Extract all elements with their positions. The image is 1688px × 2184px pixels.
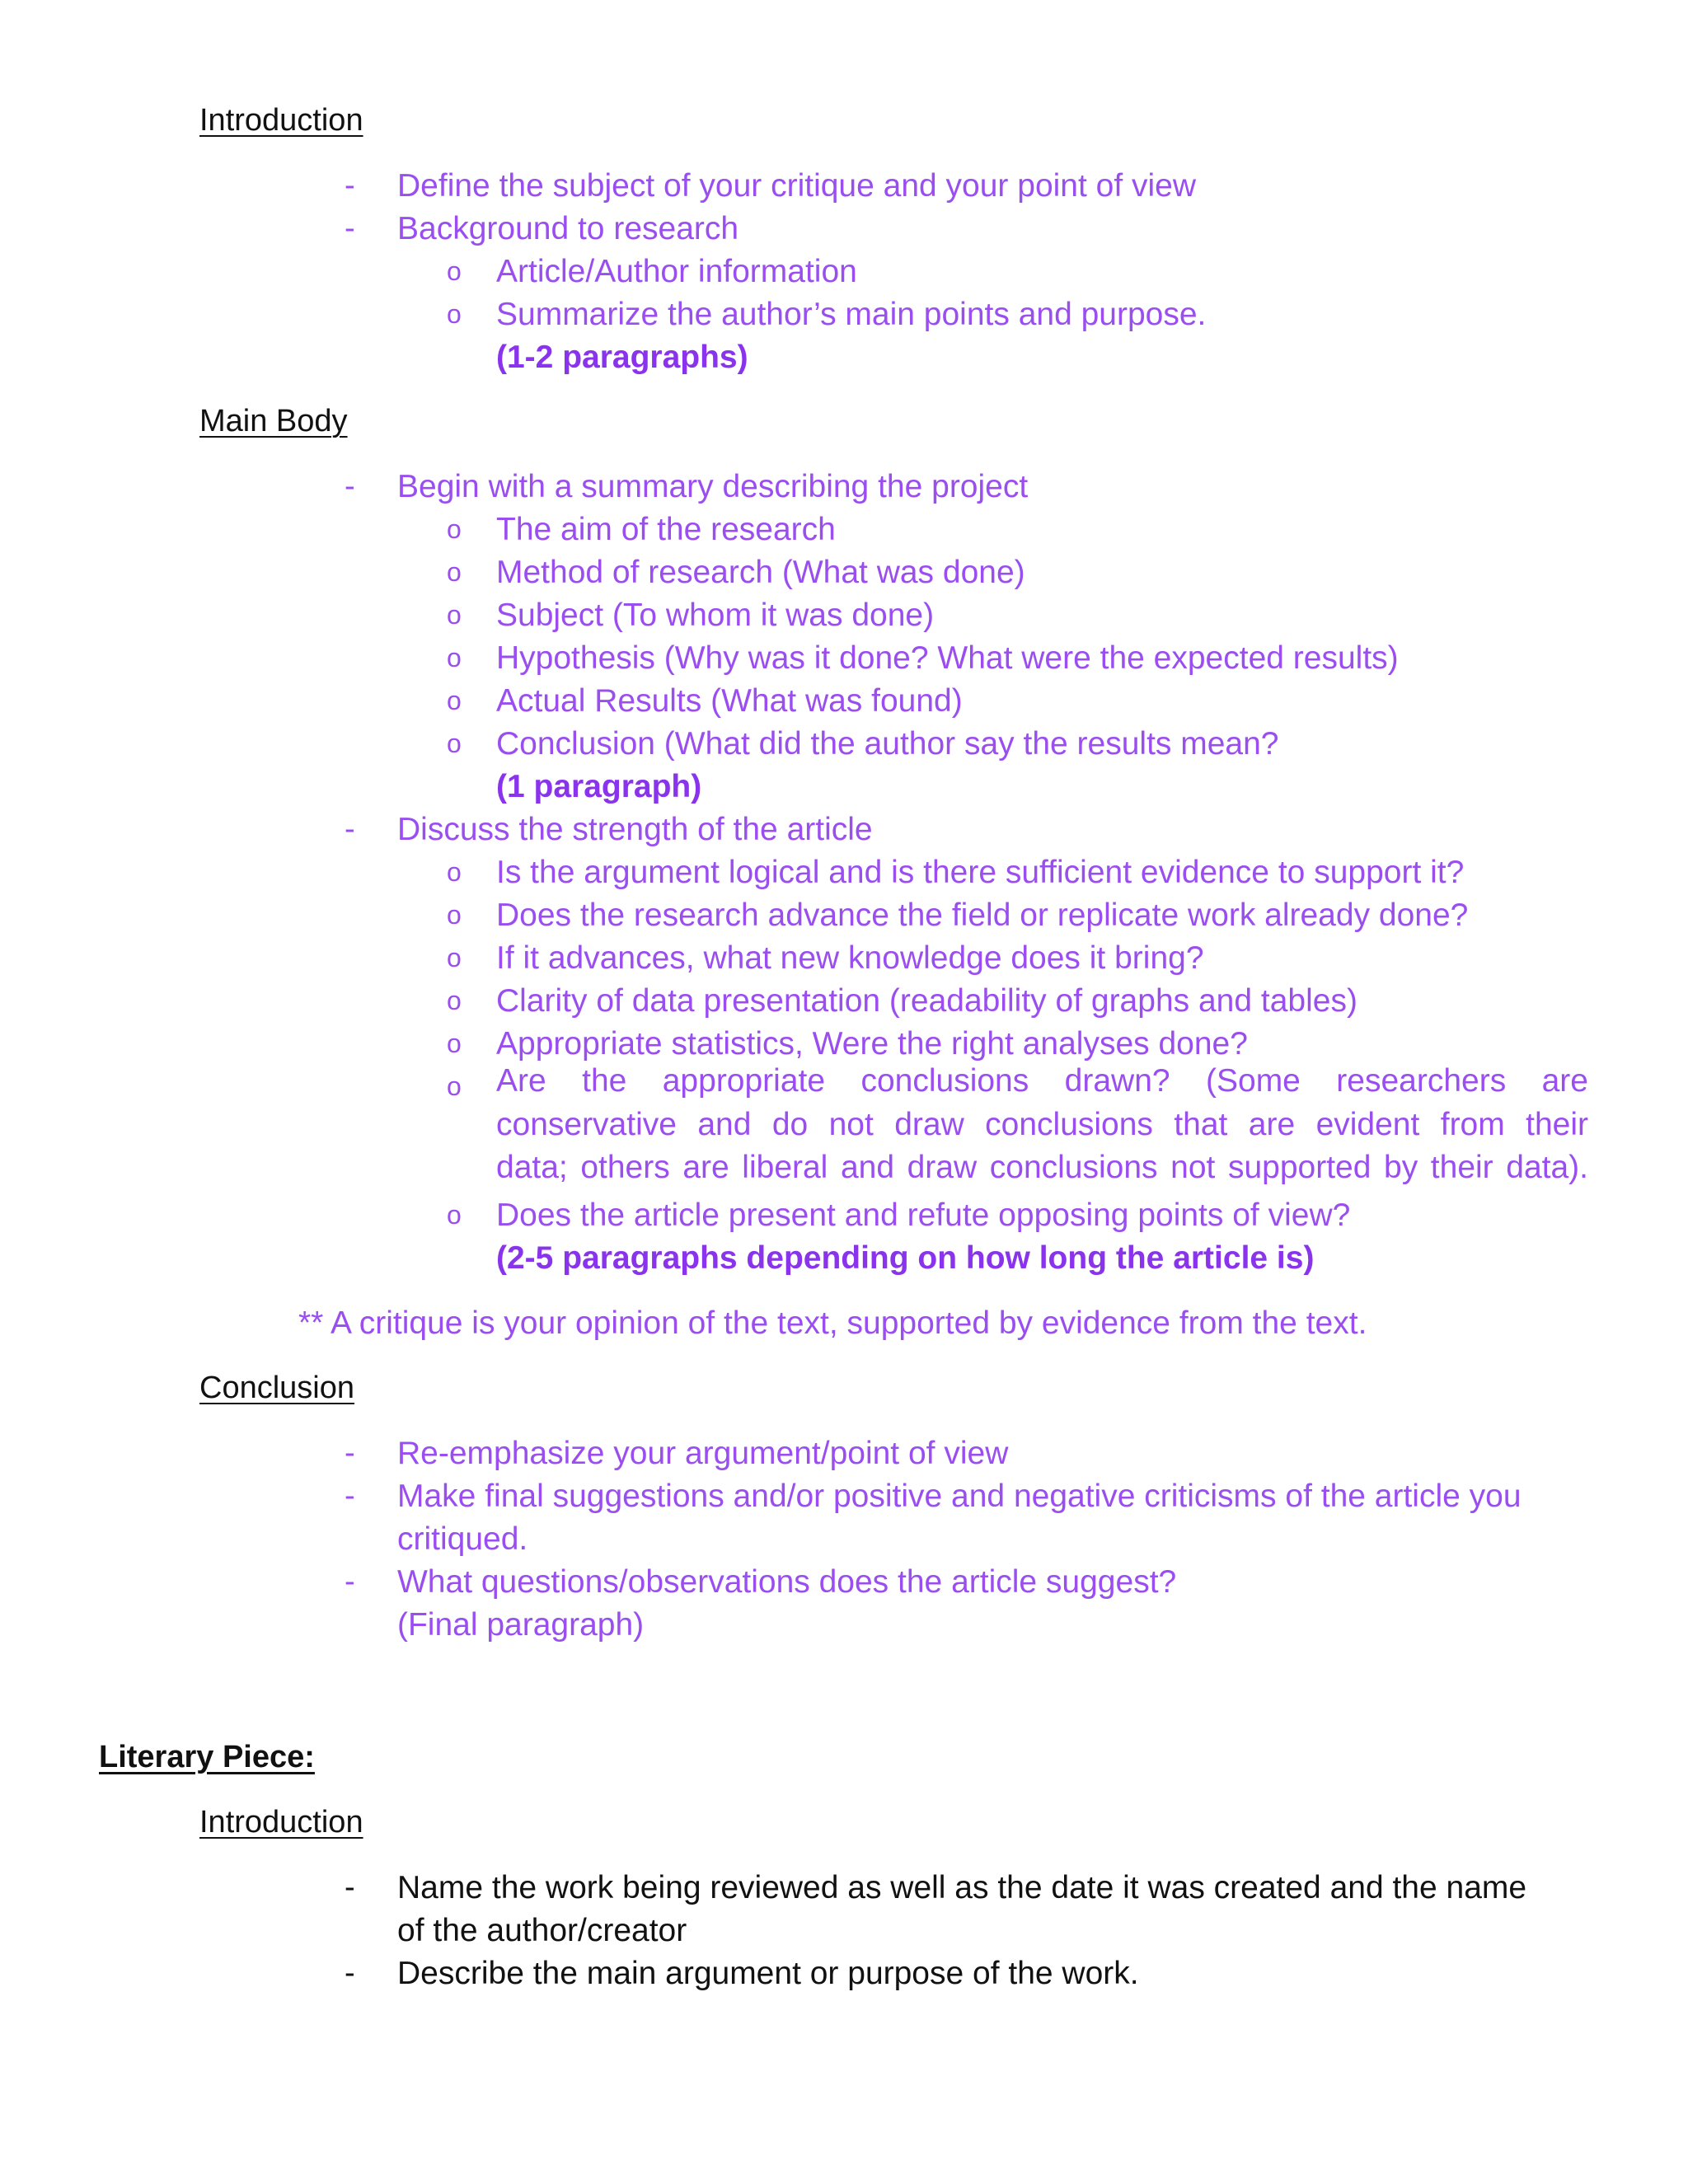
heading-introduction: Introduction [199,103,363,138]
bullet-marker: o [447,857,462,887]
sub-list-item: Does the article present and refute opposing points of view? [496,1197,1351,1233]
sub-list-item: Summarize the author’s main points and purpose. [496,297,1207,332]
paragraph-count-note: (1 paragraph) [496,769,702,804]
sub-list-item: Clarity of data presentation (readability of graphs and tables) [496,983,1357,1019]
list-item: Discuss the strength of the article [397,812,873,847]
section-title-literary-piece: Literary Piece: [99,1740,315,1774]
bullet-marker: o [447,299,462,329]
sub-list-item: If it advances, what new knowledge does it bring? [496,940,1204,976]
bullet-marker: o [447,729,462,758]
dash-marker: - [345,1870,355,1905]
paragraph-count-note: (1-2 paragraphs) [496,340,748,375]
heading-main-body: Main Body [199,404,348,438]
dash-marker: - [345,168,355,203]
dash-marker: - [345,1564,355,1599]
bullet-marker: o [447,256,462,286]
paragraph-count-note: (2-5 paragraphs depending on how long the article is) [496,1240,1315,1276]
critique-note: ** A critique is your opinion of the text, supported by evidence from the text. [298,1305,1367,1341]
list-item: What questions/observations does the article suggest? [397,1564,1177,1600]
dash-marker: - [345,469,355,504]
dash-marker: - [345,1956,355,1990]
bullet-marker: o [447,514,462,544]
heading-introduction: Introduction [199,1805,363,1840]
list-item-continuation: (Final paragraph) [397,1607,645,1643]
justified-line: conservative and do not draw conclusions that are evident from their [496,1106,1588,1142]
sub-list-item: Is the argument logical and is there sufficient evidence to support it? [496,855,1465,890]
sub-list-item: Method of research (What was done) [496,555,1025,590]
sub-list-item: Appropriate statistics, Were the right analyses done? [496,1026,1248,1062]
list-item: Define the subject of your critique and your point of view [397,168,1197,204]
justified-line: data; others are liberal and draw conclusions not supported by their data). [496,1150,1588,1185]
bullet-marker: o [447,686,462,715]
dash-marker: - [345,1479,355,1513]
bullet-marker: o [447,557,462,587]
sub-list-item: Subject (To whom it was done) [496,598,935,633]
list-item: Make final suggestions and/or positive and negative criticisms of the article you [397,1479,1522,1514]
bullet-marker: o [447,600,462,630]
sub-list-item-justified [496,1060,1588,1190]
sub-list-item: Article/Author information [496,254,857,289]
dash-marker: - [345,211,355,246]
justified-line: Are the appropriate conclusions drawn? (Some researchers are [496,1063,1588,1099]
dash-marker: - [345,1436,355,1470]
bullet-marker: o [447,1200,462,1230]
sub-list-item: Conclusion (What did the author say the results mean? [496,726,1279,762]
heading-conclusion: Conclusion [199,1371,354,1405]
bullet-marker: o [447,1071,462,1101]
list-item: Background to research [397,211,739,246]
dash-marker: - [345,812,355,846]
sub-list-item: Hypothesis (Why was it done? What were the expected results) [496,640,1399,676]
sub-list-item: The aim of the research [496,512,836,547]
bullet-marker: o [447,943,462,972]
bullet-marker: o [447,986,462,1015]
bullet-marker: o [447,1029,462,1058]
sub-list-item: Does the research advance the field or replicate work already done? [496,898,1469,933]
list-item: Name the work being reviewed as well as the date it was created and the name [397,1870,1527,1905]
list-item: Re-emphasize your argument/point of view [397,1436,1009,1471]
list-item-continuation: of the author/creator [397,1913,687,1948]
list-item: Begin with a summary describing the project [397,469,1029,504]
bullet-marker: o [447,643,462,673]
sub-list-item: Actual Results (What was found) [496,683,963,719]
list-item-continuation: critiqued. [397,1521,528,1557]
bullet-marker: o [447,900,462,930]
list-item: Describe the main argument or purpose of the work. [397,1956,1139,1991]
